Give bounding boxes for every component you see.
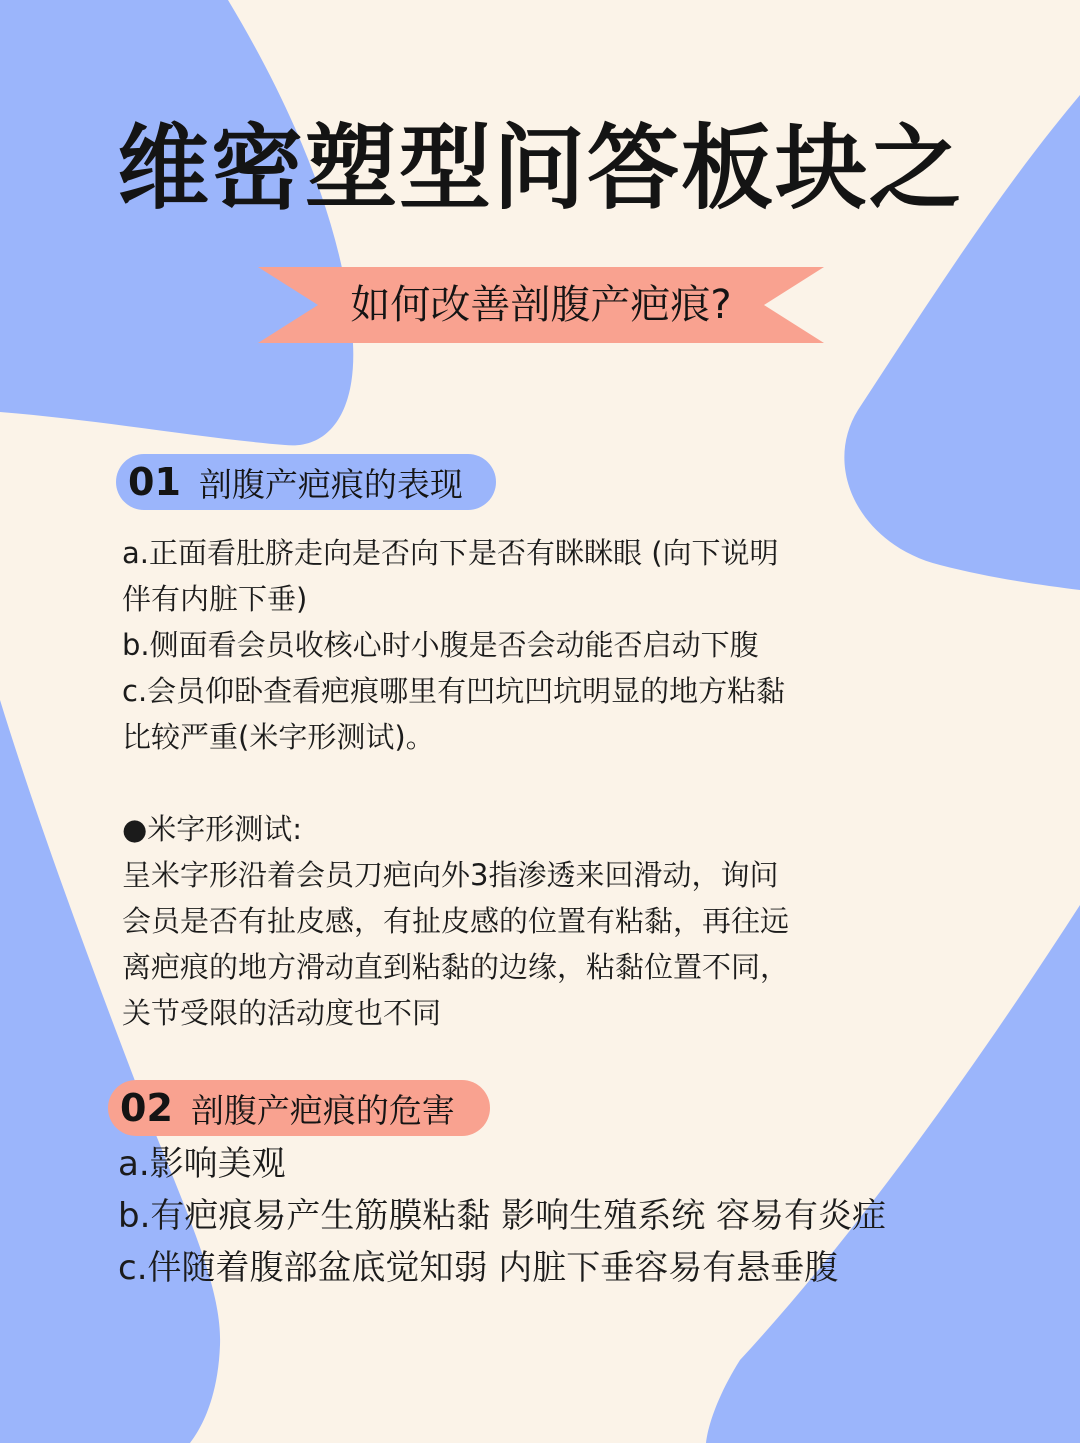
section-1-line: 伴有内脏下垂): [122, 582, 308, 616]
section-2-line: b.有疤痕易产生筋膜粘黏 影响生殖系统 容易有炎症: [118, 1196, 887, 1236]
section-1-line: 比较严重(米字形测试)。: [122, 720, 435, 754]
test-line: 关节受限的活动度也不同: [122, 996, 442, 1030]
section-2-header: [108, 1080, 490, 1136]
test-line: 会员是否有扯皮感，有扯皮感的位置有粘黏，再往远: [122, 904, 790, 938]
test-line: 呈米字形沿着会员刀疤向外3指渗透来回滑动，询问: [122, 858, 779, 892]
section-1-heading: 剖腹产疤痕的表现: [198, 464, 463, 504]
section-2-line: c.伴随着腹部盆底觉知弱 内脏下垂容易有悬垂腹: [118, 1248, 839, 1288]
section-1-body: [122, 530, 789, 1036]
page-title: 维密塑型问答板块之: [116, 114, 963, 222]
subtitle-ribbon: [258, 267, 824, 343]
section-1-line: a.正面看肚脐走向是否向下是否有眯眯眼 (向下说明: [122, 536, 779, 570]
section-2-number: 02: [120, 1086, 173, 1130]
section-1-header: [116, 454, 496, 510]
section-1-number: 01: [128, 460, 181, 504]
subtitle: 如何改善剖腹产疤痕?: [350, 282, 732, 328]
section-1-line: b.侧面看会员收核心时小腹是否会动能否启动下腹: [122, 628, 759, 662]
section-2-line: a.影响美观: [118, 1144, 286, 1184]
section-2-body: [118, 1138, 886, 1294]
test-heading: ●米字形测试:: [122, 812, 303, 846]
section-1-line: c.会员仰卧查看疤痕哪里有凹坑凹坑明显的地方粘黏: [122, 674, 786, 708]
section-2-heading: 剖腹产疤痕的危害: [190, 1090, 455, 1130]
test-line: 离疤痕的地方滑动直到粘黏的边缘，粘黏位置不同，: [122, 950, 790, 984]
top-left-blue-shape: [0, 0, 353, 445]
spacer: [122, 760, 789, 806]
